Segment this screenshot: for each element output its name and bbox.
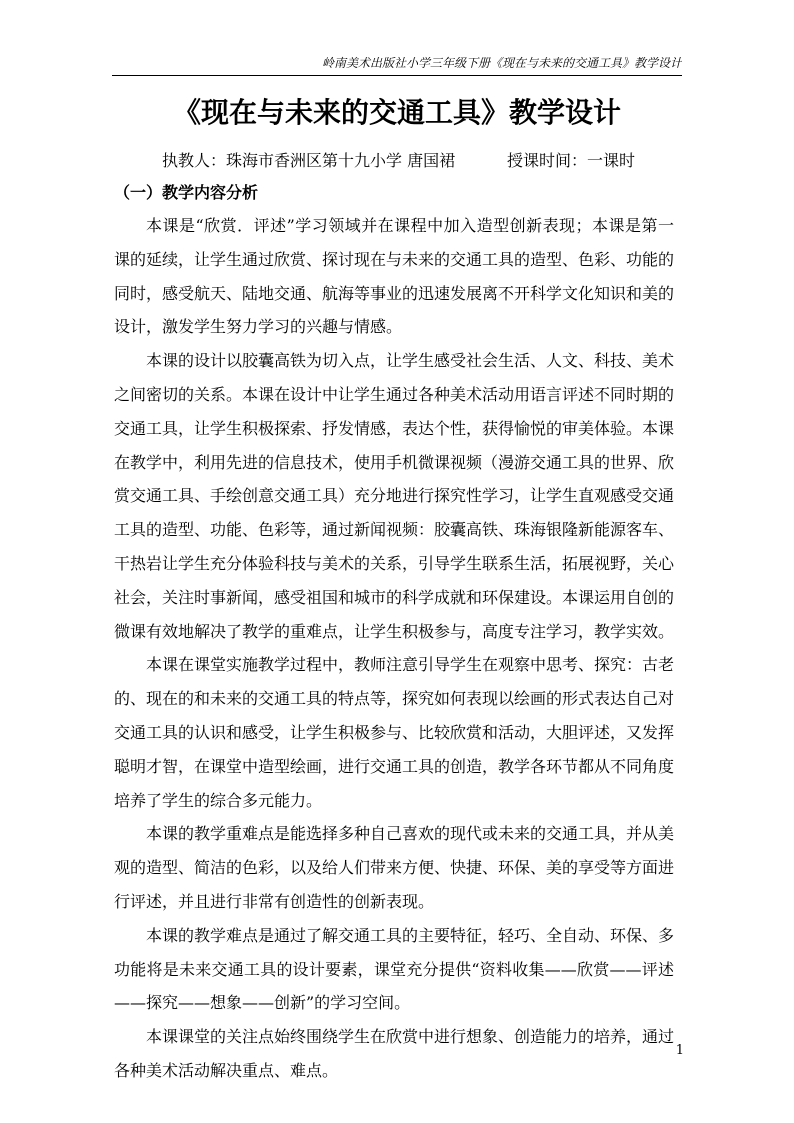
paragraph: 本课在课堂实施教学过程中，教师注意引导学生在观察中思考、探究：古老的、现在的和未来的交通工具的特点等，探究如何表现以绘画的形式表达自己对交通工具的认识和感受，让学生积极参与、比较欣赏和活动，大胆评述，又发挥聪明才智，在课堂中造型绘画，进行交通工具的创造，教学各环节都从不同角度培养了学生的综合多元能力。 [114, 655, 675, 810]
paragraph: 本课的设计以胶囊高铁为切入点，让学生感受社会生活、人文、科技、美术之间密切的关系。本课在设计中让学生通过各种美术活动用语言评述不同时期的交通工具，让学生积极探索、抒发情感，表达个性，获得愉悦的审美体验。本课在教学中，利用先进的信息技术，使用手机微课视频（漫游交通工具的世界、欣赏交通工具、手绘创意交通工具）充分地进行探究性学习，让学生直观感受交通工具的造型、功能、色彩等，通过新闻视频：胶囊高铁、珠海银隆新能源客车、干热岩让学生充分体验科技与美术的关系，引导学生联系生活，拓展视野，关心社会，关注时事新闻，感受祖国和城市的科学成就和环保建设。本课运用自创的微课有效地解决了教学的重难点，让学生积极参与，高度专注学习，教学实效。 [114, 351, 675, 641]
document-title: 《现在与未来的交通工具》教学设计 [172, 96, 621, 129]
teacher-info: 执教人：珠海市香洲区第十九小学 唐国裙 [162, 151, 456, 170]
paragraph: 本课课堂的关注点始终围绕学生在欣赏中进行想象、创造能力的培养，通过各种美术活动解决重点、难点。 [114, 1027, 675, 1080]
section-heading: （一）教学内容分析 [114, 183, 259, 202]
lesson-time: 授课时间：一课时 [507, 151, 636, 170]
paragraph: 本课的教学难点是通过了解交通工具的主要特征，轻巧、全自动、环保、多功能将是未来交通工具的设计要素，课堂充分提供“资料收集——欣赏——评述——探究——想象——创新”的学习空间。 [114, 925, 675, 1013]
paragraph: 本课的教学重难点是能选择多种自己喜欢的现代或未来的交通工具，并从美观的造型、简洁的色彩，以及给人们带来方便、快捷、环保、美的享受等方面进行评述，并且进行非常有创造性的创新表现。 [114, 824, 675, 911]
page-number: 1 [675, 1043, 684, 1058]
paragraph: 本课是“欣赏．评述”学习领域并在课程中加入造型创新表现；本课是第一课的延续，让学生通过欣赏、探讨现在与未来的交通工具的造型、色彩、功能的同时，感受航天、陆地交通、航海等事业的迅速发展离不开科学文化知识和美的设计，激发学生努力学习的兴趣与情感。 [114, 216, 675, 337]
header-rule [112, 75, 682, 76]
running-header: 岭南美术出版社小学三年级下册《现在与未来的交通工具》教学设计 [321, 56, 682, 70]
body-text [114, 209, 674, 1088]
meta-line [162, 148, 682, 174]
